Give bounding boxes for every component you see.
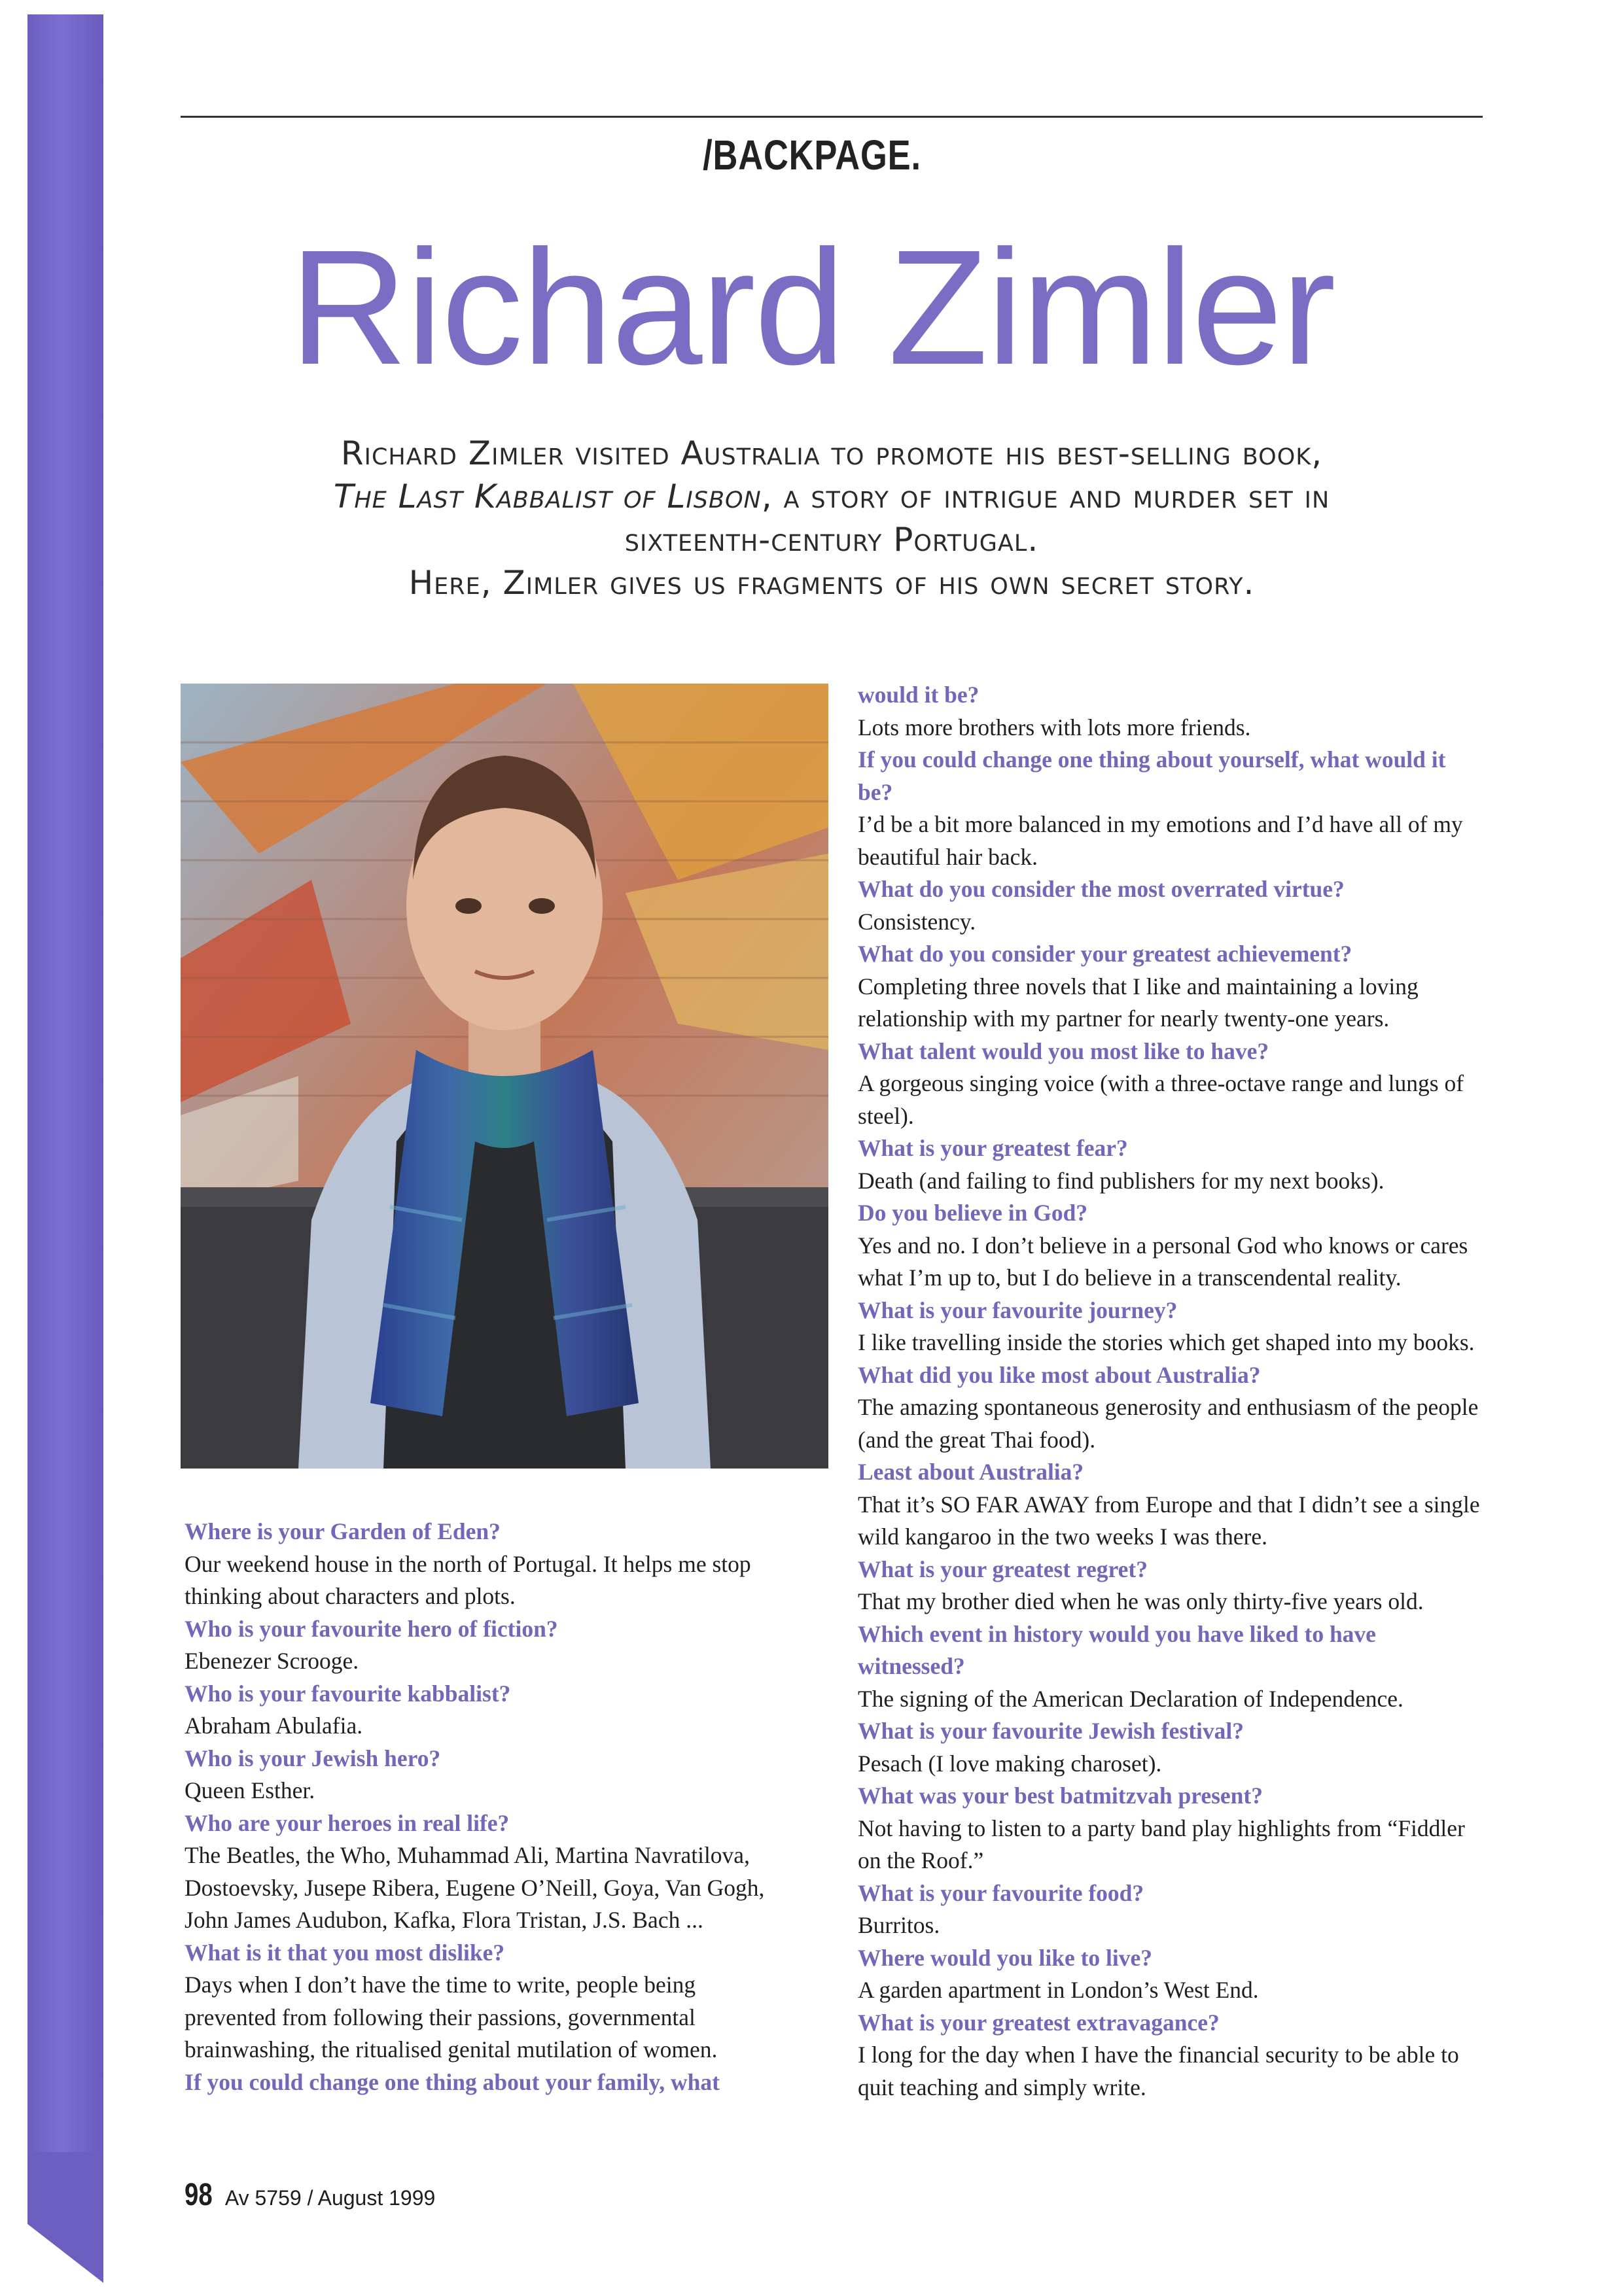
answer: Lots more brothers with lots more friends. [858,714,1251,740]
question: Who is your favourite hero of fiction? [185,1615,558,1642]
answer: I long for the day when I have the financial security to be able to quit teaching and simply write. [858,2042,1459,2100]
answer: Days when I don’t have the time to write, people being prevented from following their passions, governmental brainwashing, the ritualised genital mutilation of women. [185,1972,718,2062]
question: Least about Australia? [858,1459,1084,1485]
question: What is your favourite journey? [858,1296,1178,1323]
question: Where is your Garden of Eden? [185,1518,501,1544]
top-rule [181,116,1483,118]
answer: That it’s SO FAR AWAY from Europe and that I didn’t see a single wild kangaroo in the two weeks I was there. [858,1491,1480,1550]
answer: The amazing spontaneous generosity and enthusiasm of the people (and the great Thai food). [858,1394,1479,1453]
answer: Completing three novels that I like and maintaining a loving relationship with my partner for nearly twenty-one years. [858,973,1419,1032]
question: What do you consider the most overrated virtue? [858,876,1345,902]
answer: Consistency. [858,908,976,935]
left-column [185,1516,786,2098]
answer: A gorgeous singing voice (with a three-octave range and lungs of steel). [858,1070,1464,1129]
question: What was your best batmitzvah present? [858,1783,1263,1809]
answer: That my brother died when he was only thirty-five years old. [858,1588,1424,1614]
intro-line-4: Here, Zimler gives us fragments of his own secret story. [408,564,1255,602]
answer: The Beatles, the Who, Muhammad Ali, Martina Navratilova, Dostoevsky, Jusepe Ribera, Eugene O’Neill, Goya, Van Gogh, John James Audubon, Kafka, Flora Tristan, J.S. Bach ... [185,1842,765,1933]
intro-line-1: Richard Zimler visited Australia to promote his best-selling book, [340,434,1323,472]
section-label: /BACKPAGE. [703,131,921,179]
answer: Yes and no. I don’t believe in a personal God who knows or cares what I’m up to, but I do believe in a transcendental reality. [858,1232,1468,1291]
question: What do you consider your greatest achievement? [858,941,1352,967]
question: would it be? [858,682,980,708]
question: If you could change one thing about yourself, what would it be? [858,746,1446,805]
answer: Our weekend house in the north of Portugal. It helps me stop thinking about characters and plots. [185,1550,751,1609]
page-footer [185,2177,435,2213]
issue-date: Av 5759 / August 1999 [224,2186,436,2210]
intro-standfirst [181,432,1483,604]
intro-line-2 [181,475,1483,518]
page-number: 98 [185,2178,213,2212]
question: Where would you like to live? [858,1944,1153,1971]
right-column [858,679,1486,2104]
question: What did you like most about Australia? [858,1361,1261,1388]
question: Who is your favourite kabbalist? [185,1680,511,1707]
question: What talent would you most like to have? [858,1037,1269,1064]
question: What is your greatest fear? [858,1135,1128,1161]
question: What is your greatest extravagance? [858,2009,1220,2036]
answer: I’d be a bit more balanced in my emotions and I’d have all of my beautiful hair back. [858,811,1463,870]
question: What is your favourite food? [858,1879,1144,1906]
portrait-illustration [181,684,828,1469]
answer: Not having to listen to a party band play highlights from “Fiddler on the Roof.” [858,1815,1465,1873]
question: What is your greatest regret? [858,1556,1148,1582]
question: Who are your heroes in real life? [185,1809,510,1836]
answer: A garden apartment in London’s West End. [858,1977,1259,2003]
book-title: The Last Kabbalist of Lisbon [333,478,762,515]
question: Which event in history would you have liked to have witnessed? [858,1620,1376,1679]
answer: Pesach (I love making charoset). [858,1750,1162,1777]
page-title: Richard Zimler [289,216,1335,398]
answer: The signing of the American Declaration of Independence. [858,1685,1403,1712]
portrait-photo [181,684,828,1469]
answer: Death (and failing to find publishers for my next books). [858,1167,1385,1194]
answer: Burritos. [858,1912,940,1938]
answer: I like travelling inside the stories which get shaped into my books. [858,1329,1475,1355]
question: What is it that you most dislike? [185,1939,505,1966]
intro-line-2-rest: , a story of intrigue and murder set in [761,478,1330,515]
answer: Queen Esther. [185,1777,315,1803]
intro-line-3: sixteenth-century Portugal. [624,521,1039,559]
question: What is your favourite Jewish festival? [858,1718,1244,1744]
question: Who is your Jewish hero? [185,1745,441,1771]
sidebar-ribbon-tail [27,2152,103,2296]
answer: Ebenezer Scrooge. [185,1648,359,1674]
question: If you could change one thing about your family, what [185,2068,720,2095]
question: Do you believe in God? [858,1200,1088,1226]
answer: Abraham Abulafia. [185,1713,363,1739]
